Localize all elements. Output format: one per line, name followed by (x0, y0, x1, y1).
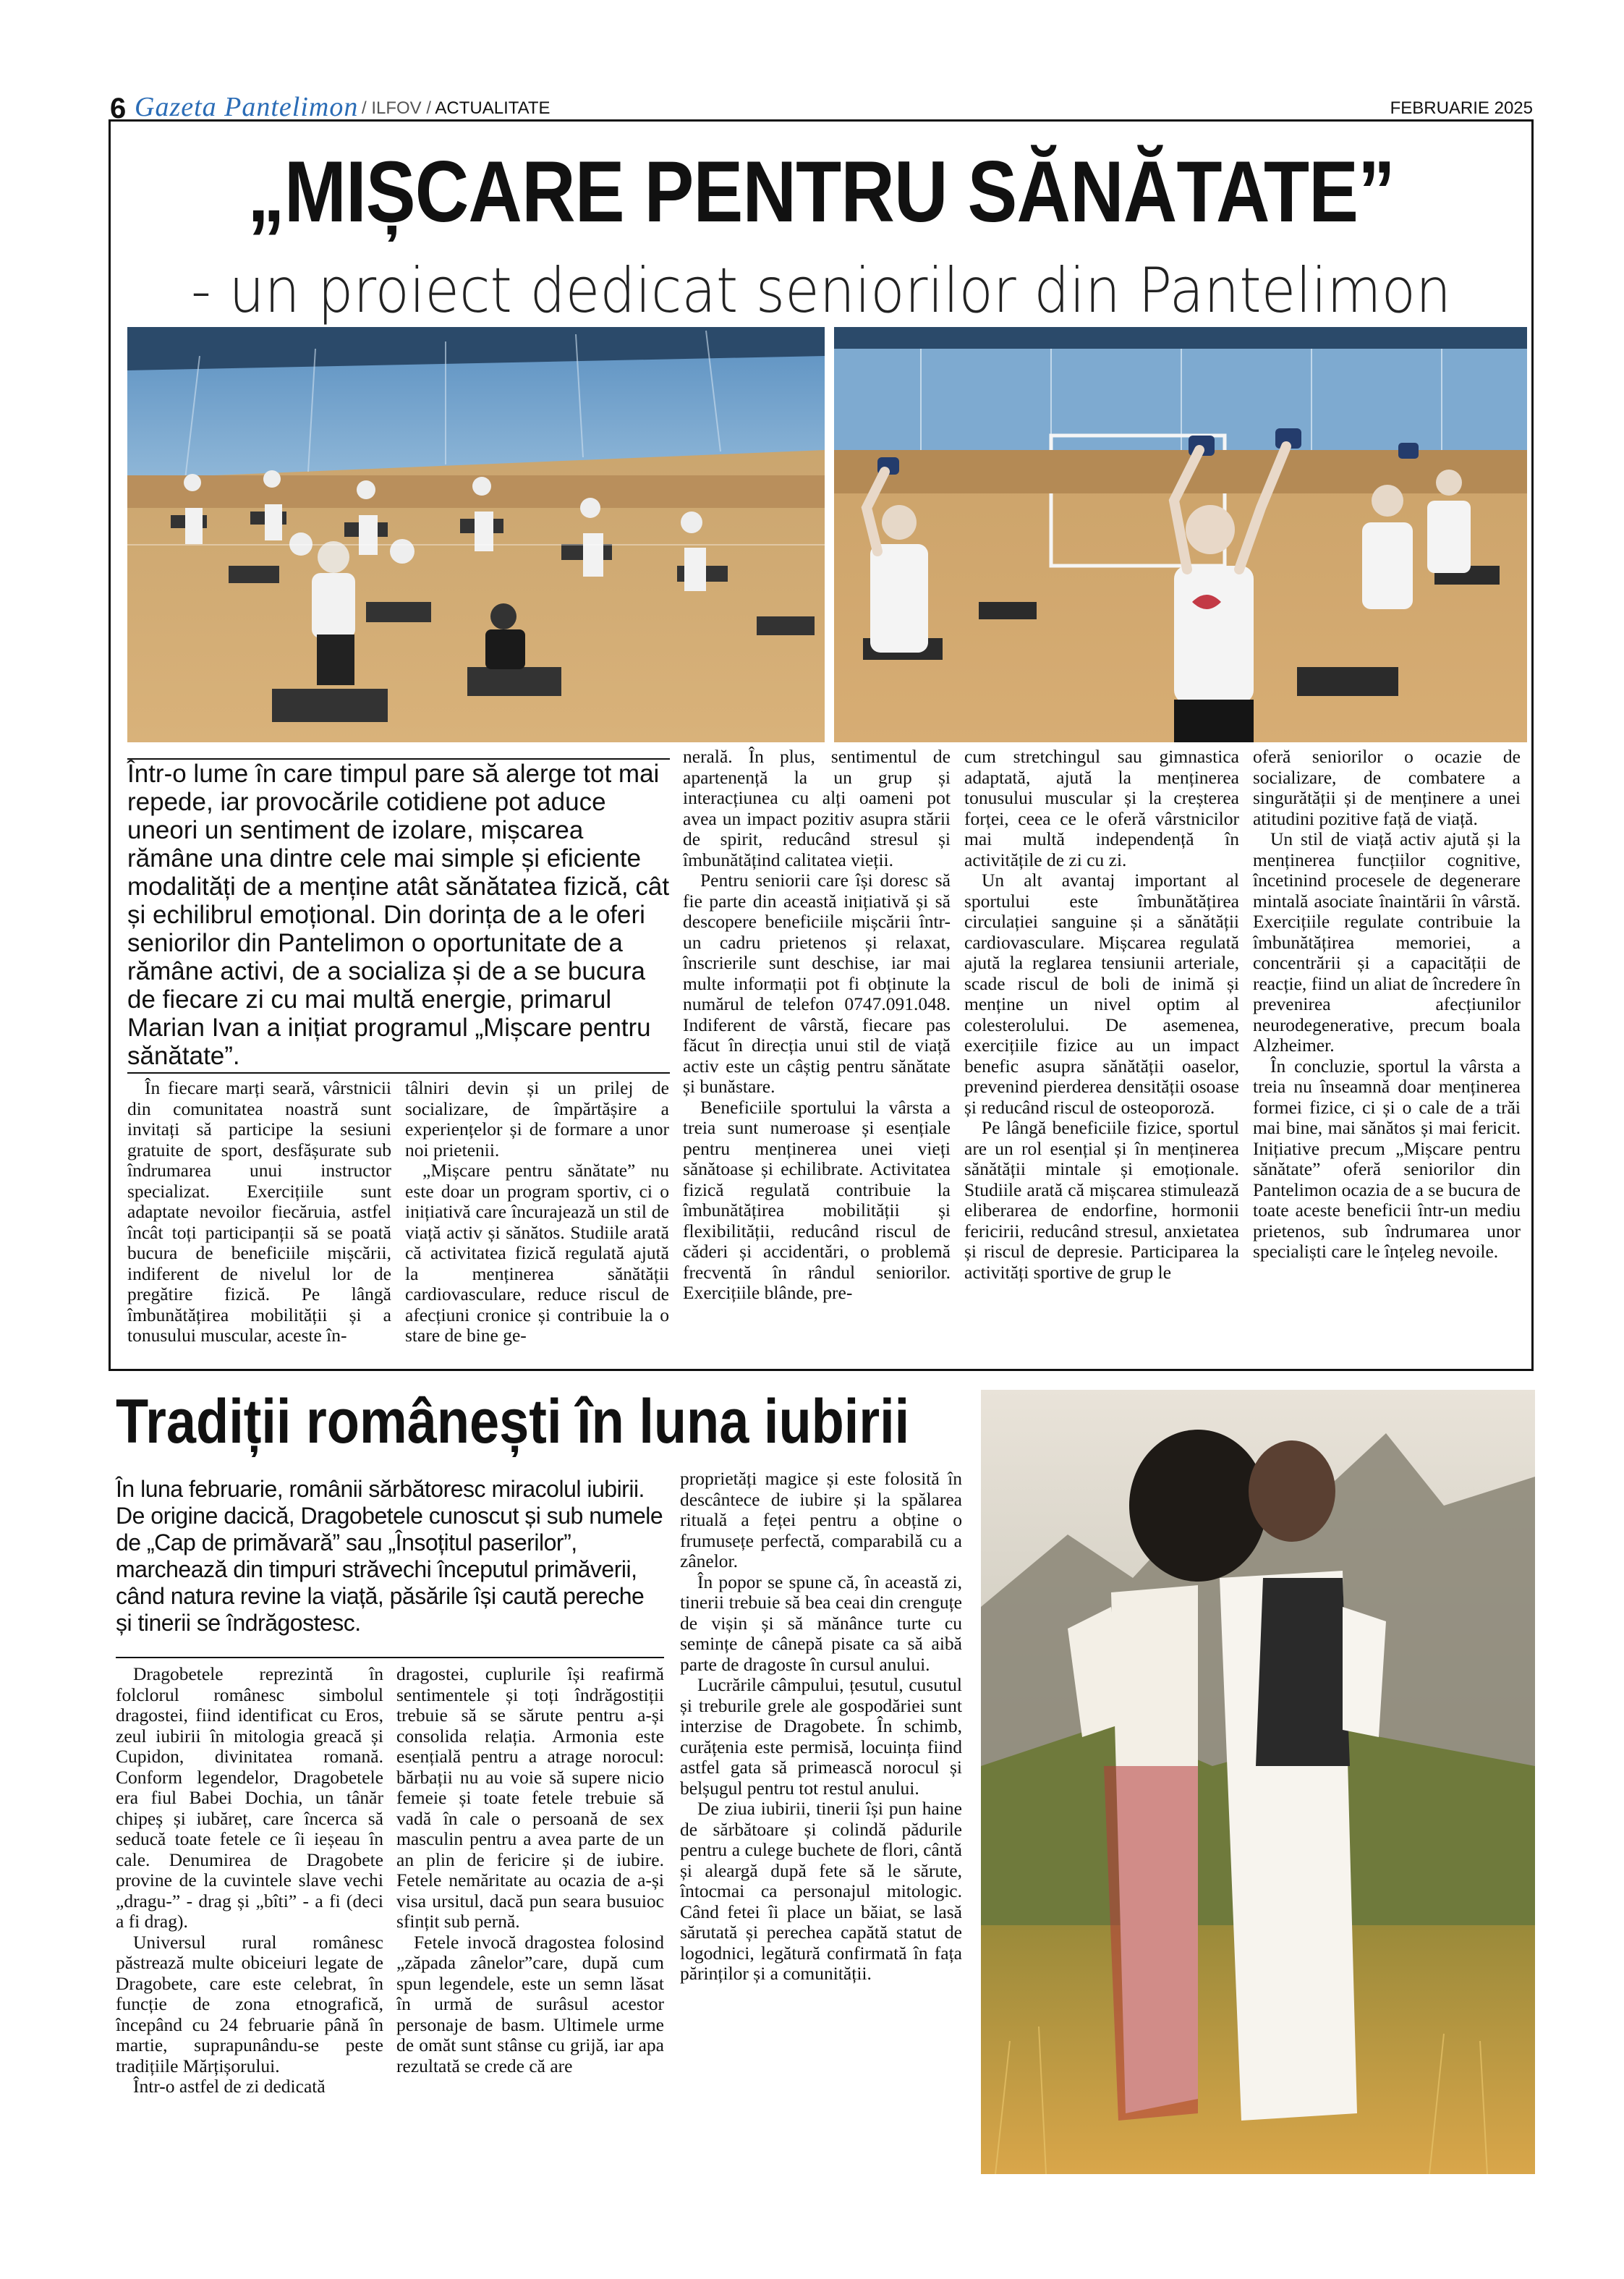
paragraph: Lucrările câmpului, țesutul, cusutul și treburile grele ale gospodăriei sunt interzise de Dragobete. În schimb, curățenia este permisă, locuința fiind astfel gata să primească norocul și belșugul pentru tot restul anului. (680, 1674, 962, 1799)
lead-rule-bottom (127, 1072, 670, 1074)
publication-logo[interactable]: Gazeta Pantelimon (135, 92, 359, 122)
article-lead: Într-o lume în care timpul pare să alerge tot mai repede, iar provocările cotidiene pot aduce uneori un sentiment de izolare, mișcarea rămâne una dintre cele mai simple și eficiente modalități de a menține atât sănătatea fizică, cât și echilibrul emoțional. Din dorința de a le oferi seniorilor din Pantelimon o oportunitate de a rămâne activi, de a socializa și de a se bucura de fiecare zi cu mai multă energie, primarul Marian Ivan a inițiat programul „Mișcare pentru sănătate”. (127, 760, 670, 1070)
paragraph: În popor se spune că, în această zi, tinerii trebuie să bea ceai din crenguțe de vișin și să mănânce turte cu semințe de cânepă pisate ca să aibă parte de dragoste în cursul anului. (680, 1571, 962, 1675)
article-column (680, 1469, 962, 2127)
paragraph: tâlniri devin și un prilej de socializare, de împărtășire a experiențelor și de formare a unor noi prietenii. (405, 1078, 669, 1160)
article-column (127, 1078, 391, 1366)
article-subtitle: - un proiect dedicat seniorilor din Pantelimon (190, 255, 1452, 327)
paragraph: De ziua iubirii, tinerii își pun haine de sărbătoare și colindă pădurile pentru a culege buchete de flori, cântă și aleargă după fete să le sărute, întocmai ca personajul mitologic. Când fetei îi place un băiat, se lasă sărutată și perechea capătă statut de logodnici, legătură confirmată în fața părinților și a comunității. (680, 1798, 962, 1984)
breadcrumb-section[interactable]: ACTUALITATE (435, 98, 550, 118)
paragraph: cum stretchingul sau gimnastica adaptată, ajută la menținerea tonusului muscular și la creșterea forței, ceea ce le oferă vârstnicilor mai multă independență în activitățile de zi cu zi. (964, 747, 1239, 870)
paragraph: Beneficiile sportului la vârsta a treia sunt numeroase și esențiale pentru menținerea unei vieți sănătoase și echilibrate. Activitatea fizică regulată contribuie la îmbunătățirea mobilității și flexibilității, reducând riscul de căderi și accidentări, o problemă frecventă în rândul seniorilor. Exercițiile blânde, pre- (683, 1096, 951, 1303)
paragraph: proprietăți magice și este folosită în descântece de iubire și la spălarea rituală a feței pentru a obține o frumusețe perfectă, comparabilă cu a zânelor. (680, 1469, 962, 1571)
issue-date: FEBRUARIE 2025 (1390, 98, 1533, 118)
article-title: „MIȘCARE PENTRU SĂNĂTATE” (247, 143, 1395, 240)
article-column (1253, 747, 1521, 1366)
couple-photo (981, 1390, 1535, 2174)
article-column (964, 747, 1239, 1366)
paragraph: Dragobetele reprezintă în folclorul românesc simbolul dragostei, fiind identificat cu Eros, zeul iubirii în mitologia greacă și Cupidon, divinitatea romană. Conform legendelor, Dragobetele era fiul Babei Dochia, un tânăr chipeș și iubăreț, care încerca să seducă toate fetele ce îi ieșeau în cale. Denumirea de Dragobete provine de la cuvintele slave vechi „dragu-” - drag și „bîti” - a fi (deci a fi drag). (116, 1664, 383, 1932)
paragraph: „Mișcare pentru sănătate” nu este doar un program sportiv, ci o inițiativă care încurajează un stil de viață activ și sănătos. Studiile arată că activitatea fizică regulată ajută la menținerea sănătății cardiovasculare, reduce riscul de afecțiuni cronice și contribuie la o stare de bine ge- (405, 1160, 669, 1346)
breadcrumb-region[interactable]: / ILFOV / (362, 98, 432, 118)
lead-rule-bottom (116, 1657, 664, 1658)
paragraph: În fiecare marți seară, vârstnicii din comunitatea noastră sunt invitați să participe la sesiuni gratuite de sport, desfășurate sub îndrumarea unui instructor specializat. Exercițiile sunt adaptate nevoilor fiecăruia, astfel încât toți participanții să se poată bucura de beneficiile mișcării, indiferent de nivelul lor de pregătire fizică. Pe lângă îmbunătățirea mobilității și a tonusului muscular, aceste în- (127, 1078, 391, 1346)
gym-photo-left (127, 327, 825, 742)
article-title: Tradiții românești în luna iubirii (116, 1387, 910, 1456)
paragraph: Fetele invocă dragostea folosind „zăpada zânelor”care, după cum spun legendele, este un semn lăsat în urmă de surâsul acestor personaje de basm. Ultimele urme de omăt sunt stânse cu grijă, iar apa rezultată se crede că are (396, 1931, 664, 2076)
paragraph: Într-o astfel de zi dedicată (133, 2076, 326, 2097)
page-number: 6 (110, 93, 127, 124)
paragraph: Pentru seniorii care își doresc să fie parte din această inițiativă și să descopere beneficiile mișcării într-un cadru prietenos și relaxat, înscrierile sunt deschise, iar mai multe informații pot fi obținute la numărul de telefon 0747.091.048. Indiferent de vârstă, fiecare pas făcut în direcția unui stil de viață activ este un câștig pentru sănătate și bunăstare. (683, 870, 951, 1097)
paragraph: nerală. În plus, sentimentul de apartenență la un grup și interacțiunea cu alți oameni pot avea un impact pozitiv asupra stării de spirit, reducând stresul și îmbunătățind calitatea vieții. (683, 747, 951, 870)
paragraph: În concluzie, sportul la vârsta a treia nu înseamnă doar menținerea formei fizice, ci și o cale de a trăi mai bine, mai sănătos și mai fericit. Inițiative precum „Mișcare pentru sănătate” oferă seniorilor din Pantelimon ocazia de a se bucura de toate aceste beneficii într-un mediu prietenos, sub îndrumarea unor specialiști care le înțeleg nevoile. (1253, 1055, 1521, 1262)
gym-photo-right (834, 327, 1527, 742)
paragraph: Universul rural românesc păstrează multe obiceiuri legate de Dragobete, care este celebrat, în funcție de zona etnografică, începând cu 24 februarie până în martie, suprapunându-se peste tradițiile Mărțișorului. (116, 1931, 383, 2076)
article-column (683, 747, 951, 1366)
article-column (396, 1664, 664, 2127)
paragraph: Un stil de viață activ ajută și la menținerea funcțiilor cognitive, încetinind procesele de degenerare mintală asociate înaintării în vârstă. Exercițiile regulate contribuie la îmbunătățirea memoriei, a concentrării și a capacității de reacție, fiind un aliat de încredere în prevenirea afecțiunilor neurodegenerative, precum boala Alzheimer. (1253, 828, 1521, 1056)
article-lead: În luna februarie, românii sărbătoresc miracolul iubirii. De origine dacică, Dragobetele cunoscut și sub numele de „Cap de primăvară” sau „Însoțitul paserilor”, marchează din timpuri străvechi începutul primăverii, când natura revine la viață, păsările își caută pereche și tinerii se îndrăgostesc. (116, 1476, 663, 1636)
paragraph: dragostei, cuplurile își reafirmă sentimentele și toți îndrăgostiții trebuie să se sărute pentru a-și consolida relația. Armonia este esențială pentru a atrage norocul: bărbații nu au voie să supere nicio femeie și toate fetele trebuie să vadă în cale o persoană de sex masculin pentru a avea parte de un an plin de fericire și de iubire. Fetele nemăritate au ocazia de a-și visa ursitul, dacă pun seara busuioc sfințit sub pernă. (396, 1664, 664, 1932)
paragraph: oferă seniorilor o ocazie de socializare, de combatere a singurătății și de menținere a unei atitudini pozitive față de viață. (1253, 747, 1521, 829)
paragraph: Un alt avantaj important al sportului este îmbunătățirea circulației sanguine și a sănătății cardiovasculare. Mișcarea regulată ajută la reglarea tensiunii arteriale, scade riscul de boli de inimă și menține un nivel optim al colesterolului. De asemenea, exercițiile fizice au un impact benefic asupra sănătății oaselor, prevenind pierderea densității osoase și reducând riscul de osteoporoză. (964, 870, 1239, 1118)
article-column (405, 1078, 669, 1366)
article-column (116, 1664, 383, 2127)
breadcrumb (362, 98, 550, 119)
lead-rule-top (127, 758, 670, 760)
paragraph: Pe lângă beneficiile fizice, sportul are un rol esențial și în menținerea sănătății mintale și emoționale. Studiile arată că mișcarea stimulează eliberarea de endorfine, hormonii fericirii, reducând stresul, anxietatea și riscul de depresie. Participarea la activități sportive de grup le (964, 1117, 1239, 1283)
